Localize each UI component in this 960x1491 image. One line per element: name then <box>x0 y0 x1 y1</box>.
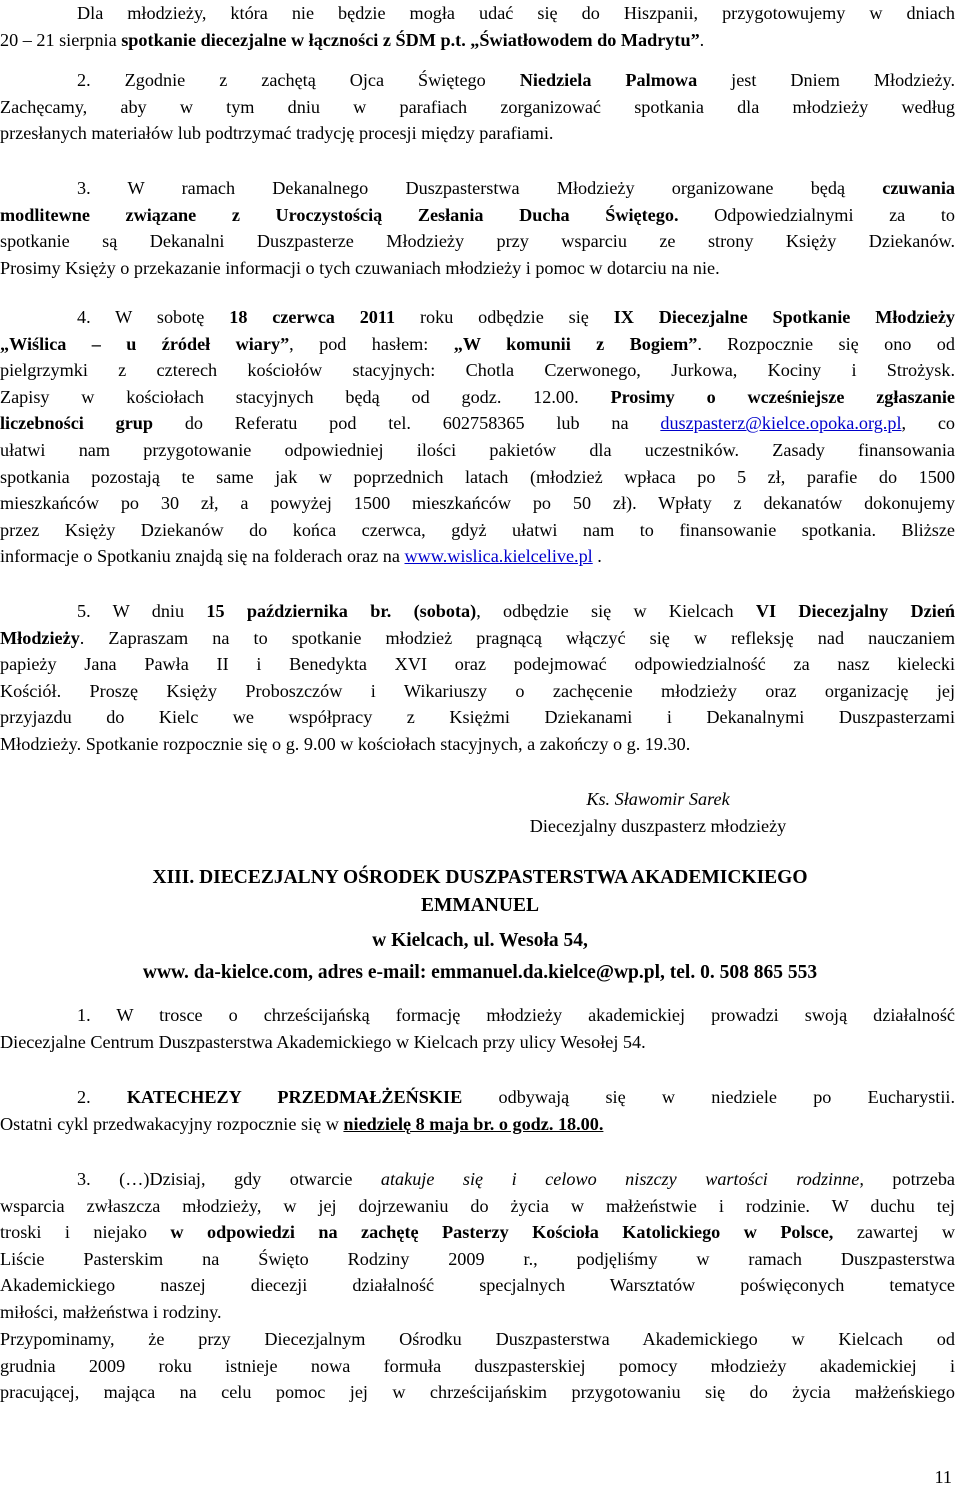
text-line: pielgrzymki z czterech kościołów stacyjnych: Chotla Czerwonego, Jurkowa, Kociny i Strożysk. <box>0 360 955 381</box>
text-line: „Wiślica – u źródeł wiary”, pod hasłem: „W komunii z Bogiem”. Rozpocznie się ono od <box>0 333 955 354</box>
text-line: Ostatni cykl przedwakacyjny rozpocznie się w niedzielę 8 maja br. o godz. 18.00. <box>0 1113 604 1134</box>
text-line: 20 – 21 sierpnia spotkanie diecezjalne w łączności z ŚDM p.t. „Światłowodem do Madrytu”. <box>0 29 705 50</box>
text-line: spotkanie są Dekanalni Duszpasterze Młodzieży przy wsparciu ze strony Księży Dziekanów. <box>0 231 955 252</box>
signature-name: Ks. Sławomir Sarek <box>586 789 730 809</box>
text-line: ułatwi nam przygotowanie odpowiedniej ilości pakietów dla uczestników. Zasady finansowania <box>0 439 955 460</box>
text-line: 5. W dniu 15 października br. (sobota), odbędzie się w Kielcach VI Diecezjalny Dzień <box>77 601 956 621</box>
text-line: miłości, małżeństwa i rodziny. <box>0 1301 222 1322</box>
paragraph-1 <box>0 0 955 53</box>
text-line: 3. W ramach Dekanalnego Duszpasterstwa Młodzieży organizowane będą czuwania <box>77 178 955 198</box>
section-title: XIII. DIECEZJALNY OŚRODEK DUSZPASTERSTWA AKADEMICKIEGO <box>152 867 808 888</box>
text-line: przesłanych materiałów lub podtrzymać tradycję procesji między parafiami. <box>0 123 554 144</box>
text-line: Akademickiego naszej diecezji działalność specjalnych Warsztatów poświęconych tematyce <box>0 1275 955 1296</box>
text-line: papieży Jana Pawła II i Benedykta XVI oraz podejmować odpowiedzialność za nasz kielecki <box>0 654 955 675</box>
paragraph-s2 <box>0 1084 955 1137</box>
text-line: troski i niejako w odpowiedzi na zachętę Pasterzy Kościoła Katolickiego w Polsce, zawartej w <box>0 1222 955 1243</box>
text-line: mieszkańców po 30 zł, a powyżej 1500 mieszkańców po 50 zł). Wpłaty z dekanatów dokonujemy <box>0 493 955 514</box>
text-line: modlitewne związane z Uroczystością Zesłania Ducha Świętego. Odpowiedzialnymi za to <box>0 204 955 225</box>
paragraph-4 <box>0 304 955 570</box>
paragraph-5 <box>0 598 955 758</box>
text-line: informacje o Spotkaniu znajdą się na folderach oraz na www.wislica.kielcelive.pl . <box>0 546 602 567</box>
signature-role: Diecezjalny duszpasterz młodzieży <box>529 816 787 836</box>
paragraph-s3 <box>0 1166 955 1326</box>
text-line: pracującej, mająca na celu pomoc jej w chrześcijańskim przygotowaniu się do życia małżeńskiego <box>0 1382 955 1403</box>
paragraph-3 <box>0 175 955 281</box>
text-line: liczebności grup do Referatu pod tel. 602758365 lub na duszpasterz@kielce.opoka.org.pl, co <box>0 413 955 434</box>
paragraph-2 <box>0 67 955 147</box>
website-link[interactable]: www.wislica.kielcelive.pl <box>404 546 593 567</box>
text-line: Młodzieży. Spotkanie rozpocznie się o g. 9.00 w kościołach stacyjnych, a zakończy o g. 19.30. <box>0 733 691 754</box>
email-link[interactable]: duszpasterz@kielce.opoka.org.pl <box>660 413 902 434</box>
text-line: grudnia 2009 roku istnieje nowa formuła duszpasterskiej pomocy młodzieży akademickiej i <box>0 1355 955 1376</box>
text-line: Dla młodzieży, która nie będzie mogła udać się do Hiszpanii, przygotowujemy w dniach <box>77 3 955 23</box>
text-line: Przypominamy, że przy Diecezjalnym Ośrodku Duszpasterstwa Akademickiego w Kielcach od <box>0 1329 955 1349</box>
text-line: Diecezjalne Centrum Duszpasterstwa Akademickiego w Kielcach przy ulicy Wesołej 54. <box>0 1031 646 1052</box>
text-line: Młodzieży. Zapraszam na to spotkanie młodzież pragnącą włączyć się w refleksję nad nauczaniem <box>0 627 955 648</box>
text-line: spotkania pozostają te same jak w poprzednich latach (młodzież wpłaca po 5 zł, parafie do 1500 <box>0 466 955 487</box>
text-line: Kościół. Proszę Księży Proboszczów i Wikariuszy o zachęcenie młodzieży oraz organizację jej <box>0 680 955 701</box>
text-line: wsparcia zwłaszcza młodzieży, w jej dojrzewaniu do życia w małżeństwie i rodzinie. W duchu tej <box>0 1195 955 1216</box>
text-line: Zachęcamy, aby w tym dniu w parafiach zorganizować spotkania dla młodzieży według <box>0 96 955 117</box>
text-line: 2. Zgodnie z zachętą Ojca Świętego Niedziela Palmowa jest Dniem Młodzieży. <box>77 70 956 90</box>
text-line: przyjazdu do Kielc we współpracy z Księżmi Dziekanami i Dekanalnymi Duszpasterzami <box>0 707 955 728</box>
text-line: 4. W sobotę 18 czerwca 2011 roku odbędzie się IX Diecezjalne Spotkanie Młodzieży <box>77 307 955 327</box>
section-contact: www. da-kielce.com, adres e-mail: emmanuel.da.kielce@wp.pl, tel. 0. 508 865 553 <box>142 962 818 983</box>
text-line: Liście Pasterskim na Święto Rodziny 2009 r., podjęliśmy w ramach Duszpasterstwa <box>0 1248 955 1269</box>
section-title-name: EMMANUEL <box>420 895 540 916</box>
paragraph-s1 <box>0 1002 955 1055</box>
section-address: w Kielcach, ul. Wesoła 54, <box>372 930 588 951</box>
text-line: Prosimy Księży o przekazanie informacji o tych czuwaniach młodzieży i pomoc w dotarciu na nie. <box>0 257 720 278</box>
page-number: 11 <box>934 1467 952 1487</box>
paragraph-s4 <box>0 1326 955 1406</box>
text-line: przez Księży Dziekanów do końca czerwca, gdyż ułatwi nam to finansowanie spotkania. Bliższe <box>0 519 955 540</box>
text-line: 1. W trosce o chrześcijańską formację młodzieży akademickiej prowadzi swoją działalność <box>77 1005 955 1025</box>
text-line: 2. KATECHEZY PRZEDMAŁŻEŃSKIE odbywają się w niedziele po Eucharystii. <box>77 1087 956 1107</box>
text-line: 3. (…)Dzisiaj, gdy otwarcie atakuje się i celowo niszczy wartości rodzinne, potrzeba <box>77 1169 955 1189</box>
text-line: Zapisy w kościołach stacyjnych będą od godz. 12.00. Prosimy o wcześniejsze zgłaszanie <box>0 386 956 407</box>
